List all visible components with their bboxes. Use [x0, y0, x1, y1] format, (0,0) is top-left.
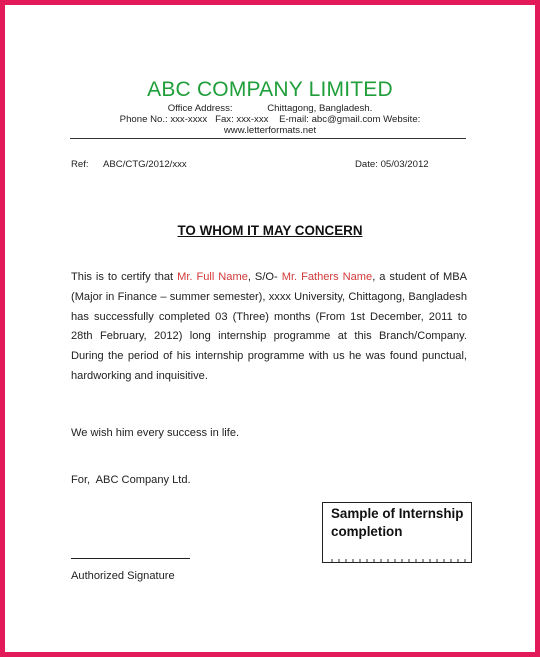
fathers-name: Mr. Fathers Name	[281, 271, 373, 283]
signature-label: Authorized Signature	[71, 570, 175, 582]
contact-line: Phone No.: xxx-xxxx Fax: xxx-xxx E-mail: abc@gmail.com Website:	[119, 114, 421, 125]
header-divider	[70, 138, 466, 139]
sample-caption: Sample of Internship completion	[331, 506, 464, 539]
signature-line	[71, 558, 190, 559]
student-name: Mr. Full Name	[177, 271, 248, 283]
company-name: ABC COMPANY LIMITED	[147, 78, 393, 101]
cutoff-text-fragment	[331, 559, 467, 563]
letter-title: TO WHOM IT MAY CONCERN	[177, 223, 363, 238]
ref-label: Ref:	[71, 159, 89, 170]
letter-date: Date: 05/03/2012	[355, 159, 429, 170]
wish-line: We wish him every success in life.	[71, 427, 240, 439]
body-rest: , a student of MBA (Major in Finance – summer semester), xxxx University, Chittagong, Bangladesh has successfully completed 03 (Three) months (From 1st December, 2011 to 28th February, 2012) long internship programme at this Branch/Company. During the period of his internship programme with us he was found punctual, hardworking and inquisitive.	[71, 271, 467, 382]
sample-caption-box	[322, 502, 472, 563]
closing-line: For, ABC Company Ltd.	[71, 474, 191, 486]
website: www.letterformats.net	[223, 125, 317, 136]
body-intro: This is to certify that	[71, 271, 178, 283]
body-so: , S/O-	[247, 271, 282, 283]
office-address: Office Address: Chittagong, Bangladesh.	[167, 103, 373, 114]
body-paragraph	[71, 268, 467, 387]
ref-value: ABC/CTG/2012/xxx	[103, 159, 187, 170]
